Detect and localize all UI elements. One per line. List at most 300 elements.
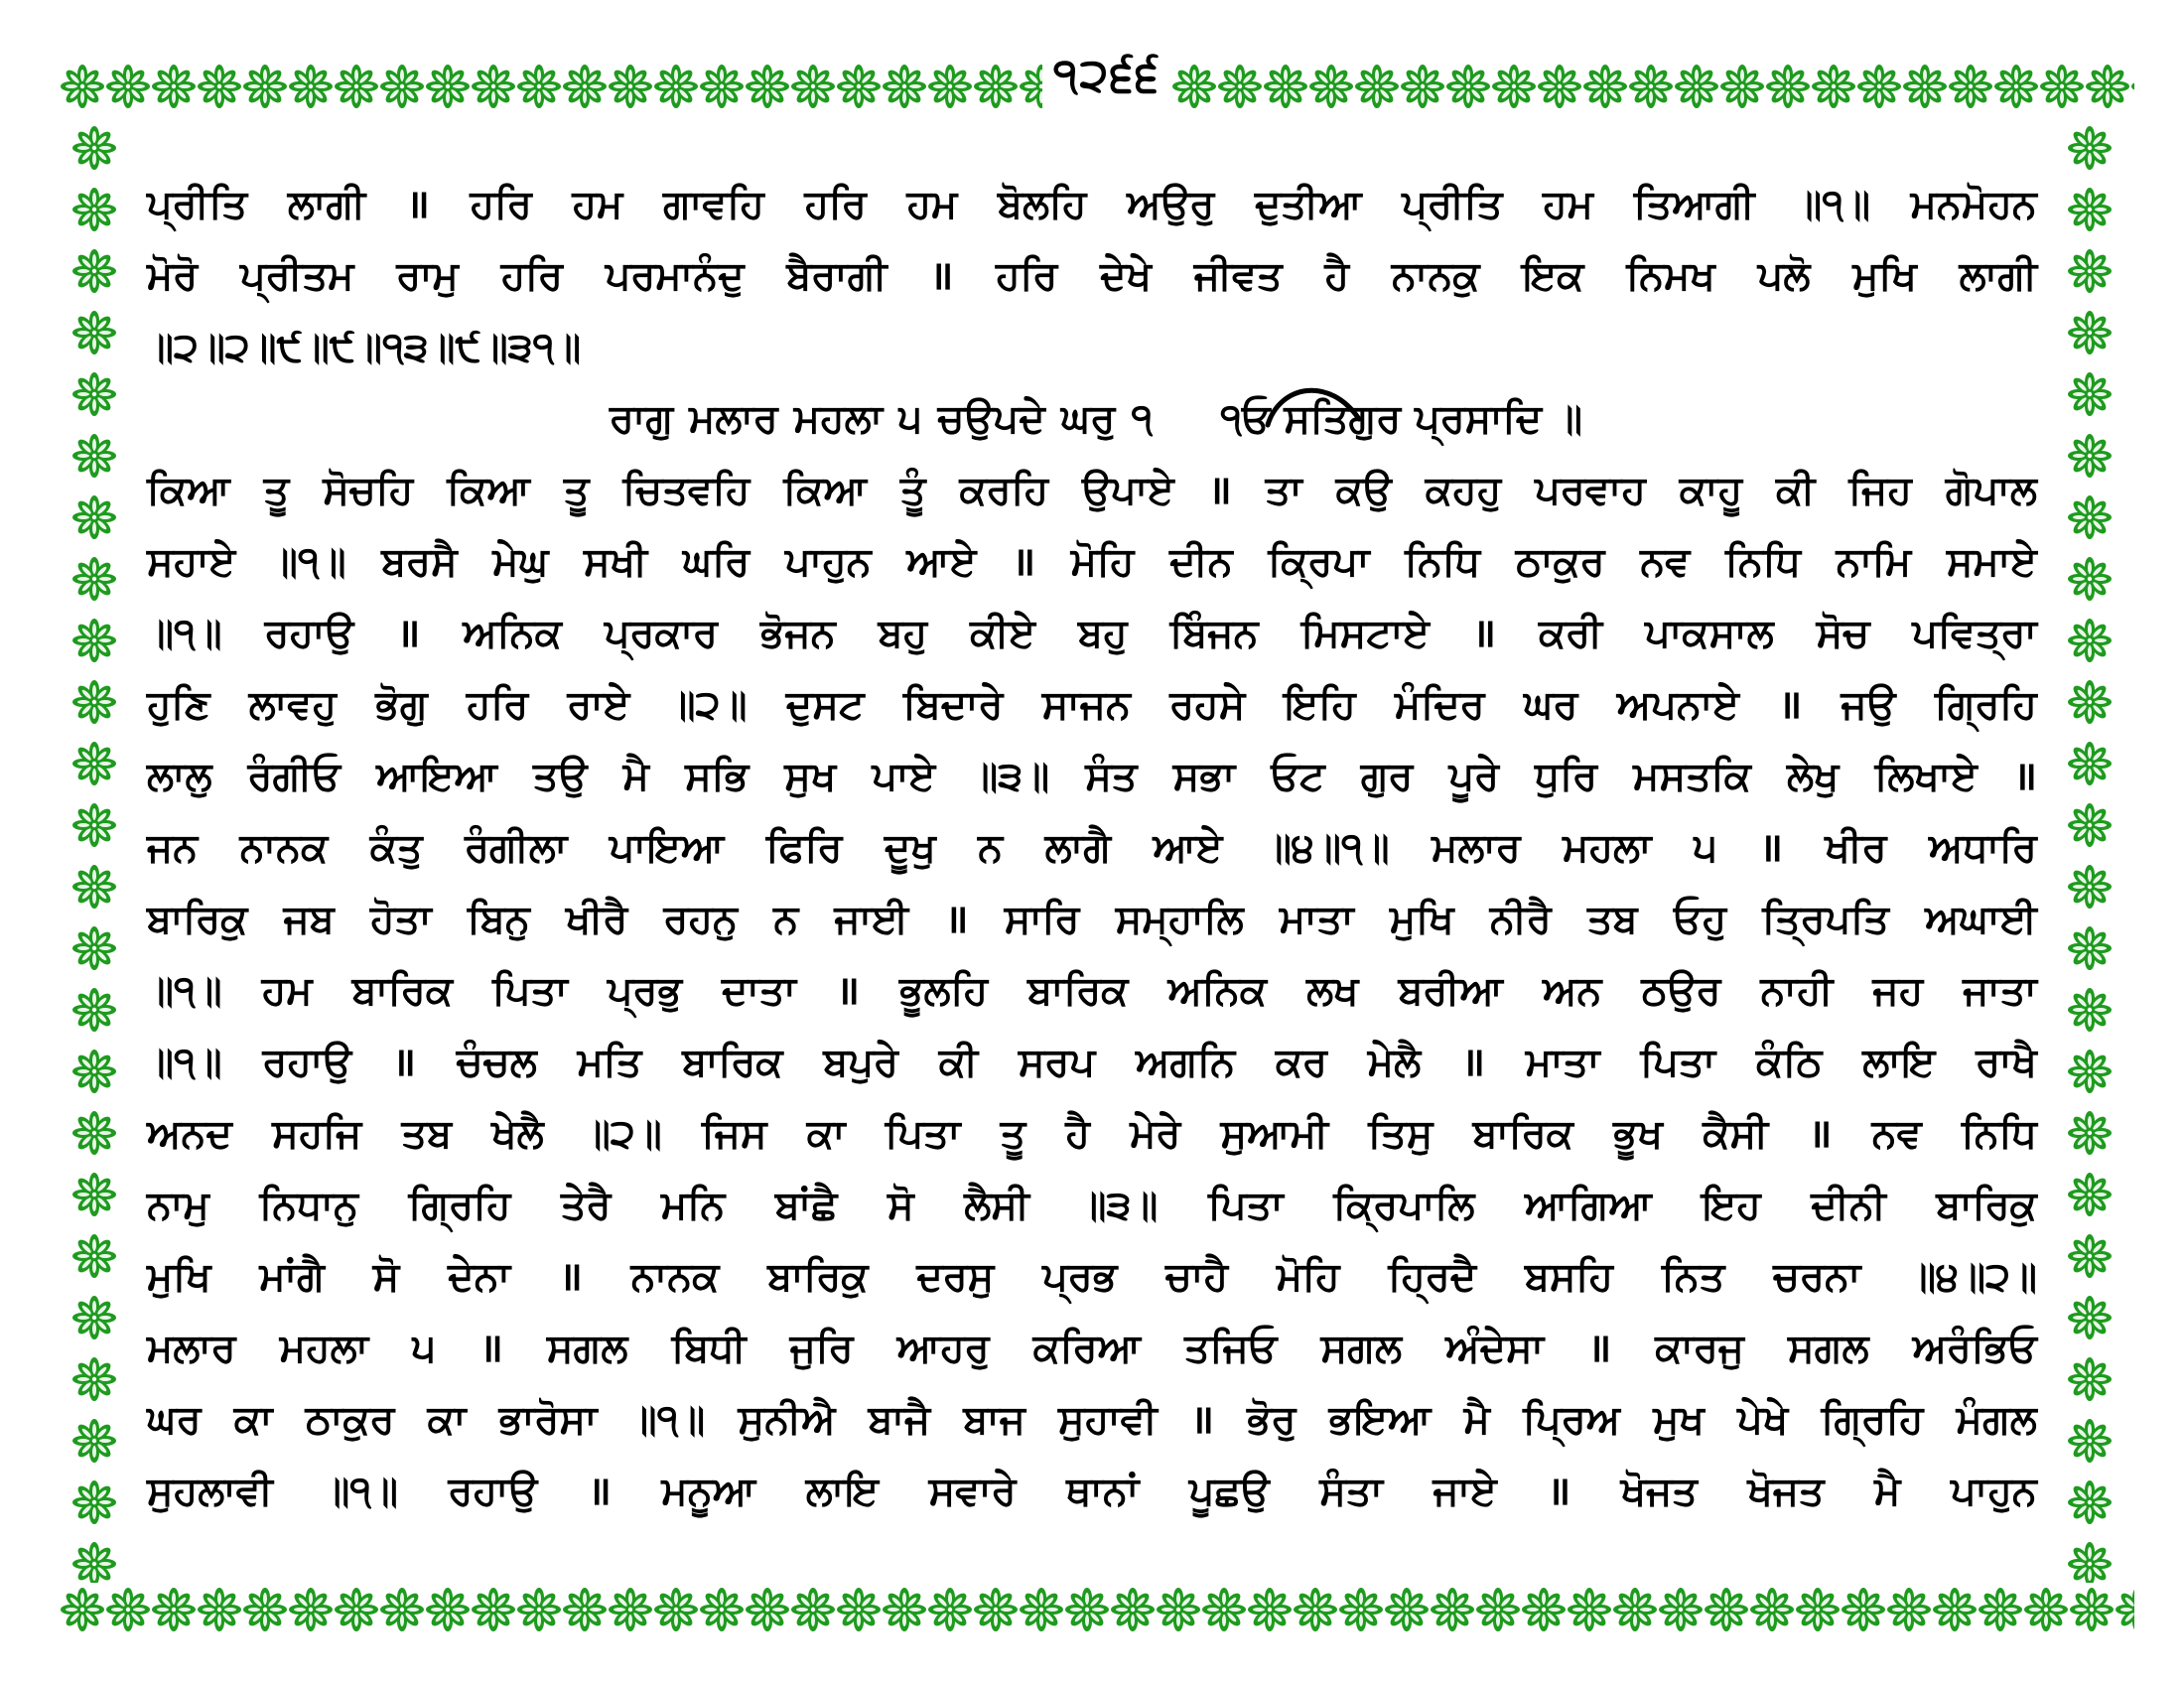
lotus-flower-icon	[1659, 1588, 1703, 1631]
lotus-flower-icon	[72, 926, 116, 970]
text-word: ਤਬ	[401, 1111, 453, 1157]
lotus-flower-icon	[1264, 65, 1307, 108]
text-word: ੧	[1131, 396, 1154, 442]
text-word: ਘਰ	[1523, 682, 1578, 728]
text-word: ਦੀਨੀ	[1811, 1183, 1886, 1228]
text-word: ਅਘਾਈ	[1925, 897, 2037, 942]
text-word: ਬਿਨੁ	[467, 897, 530, 942]
lotus-flower-icon	[72, 1357, 116, 1401]
text-word: ਦੂਖੁ	[884, 825, 936, 871]
text-word: ਜੀਵਤ	[1193, 253, 1283, 299]
text-word: ਸਗਲ	[1788, 1326, 1869, 1371]
lotus-flower-icon	[198, 1588, 241, 1631]
lotus-flower-icon	[1613, 1588, 1657, 1631]
text-word: ਅਨਿਕ	[463, 611, 562, 656]
text-word: ਖੇਲੈ	[491, 1111, 544, 1157]
lotus-flower-icon	[883, 1588, 926, 1631]
lotus-flower-icon	[1446, 65, 1490, 108]
lotus-flower-icon	[974, 65, 1018, 108]
text-word: ਨਾਨਕ	[239, 825, 329, 871]
text-word: ਪੂਰੇ	[1448, 754, 1500, 799]
text-word: ਲਾਇ	[1862, 1040, 1936, 1085]
lotus-flower-icon	[2068, 495, 2112, 539]
border-top-left	[60, 64, 1042, 109]
lotus-flower-icon	[1568, 1588, 1611, 1631]
text-word: ਬਹੁ	[1078, 611, 1128, 656]
lotus-flower-icon	[791, 1588, 835, 1631]
text-word: ਹਮ	[1543, 182, 1593, 227]
text-word: ਨੀਰੈ	[1489, 897, 1552, 942]
border-right	[2067, 117, 2113, 1583]
text-word: ਭੋਗੁ	[375, 682, 428, 728]
text-word: ਤੂੰ	[899, 468, 926, 513]
text-word: ਮੇਰੇ	[1130, 1111, 1181, 1157]
text-line	[147, 884, 2037, 955]
lotus-flower-icon	[335, 65, 378, 108]
text-word: ਬਾਰਿਕ	[1472, 1111, 1573, 1157]
text-word: ਅਨਦ	[147, 1111, 232, 1157]
text-word: ਅਨ	[1542, 968, 1602, 1014]
lotus-flower-icon	[72, 495, 116, 539]
text-word: ਓਹੁ	[1673, 897, 1727, 942]
text-word: ਅੰਦੇਸਾ	[1445, 1326, 1545, 1371]
text-word: ॥੧॥	[147, 1040, 222, 1085]
text-word: ਕਾ	[806, 1111, 846, 1157]
text-word: ਅਰੰਭਿਓ	[1912, 1326, 2037, 1371]
text-word: ਸੁਹਾਵੀ	[1058, 1397, 1158, 1443]
text-line	[147, 526, 2037, 598]
text-word: ਹਰਿ	[500, 253, 563, 299]
text-word: ਮਨਮੋਹਨ	[1910, 182, 2037, 227]
text-word: ॥੨॥	[668, 682, 748, 728]
text-word: ਸਹਾਏ	[147, 539, 236, 585]
lotus-flower-icon	[243, 65, 287, 108]
text-word: ਬਿਦਾਰੇ	[902, 682, 1004, 728]
text-word: ॥	[1460, 1040, 1485, 1085]
text-word: ॥	[1012, 539, 1036, 585]
text-word: ਸੰਤ	[1085, 754, 1138, 799]
text-word: ॥	[396, 611, 421, 656]
lotus-flower-icon	[837, 65, 881, 108]
text-word: ਕੀਏ	[970, 611, 1036, 656]
text-word: ਮਹਲਾ	[793, 396, 884, 442]
text-word: ਕੀ	[938, 1040, 979, 1085]
text-word: ਨਿਧਿ	[1405, 539, 1481, 585]
text-line	[147, 1241, 2037, 1313]
text-word: ਤਜਿਓ	[1184, 1326, 1278, 1371]
text-word: ਖੀਰੈ	[566, 897, 628, 942]
text-word: ਗੋਪਾਲ	[1945, 468, 2037, 513]
text-word: ਮੋਹਿ	[1070, 539, 1135, 585]
lotus-flower-icon	[928, 65, 972, 108]
text-word: ਬਾਜ	[963, 1397, 1025, 1443]
text-word: ॥੧॥	[1795, 182, 1870, 227]
lotus-flower-icon	[1309, 65, 1353, 108]
text-word: ਠਉਰ	[1641, 968, 1721, 1014]
text-word: ਨਿਮਖ	[1626, 253, 1715, 299]
lotus-flower-icon	[426, 1588, 470, 1631]
text-word: ਆਇਆ	[376, 754, 497, 799]
text-word: ਤੂ	[563, 468, 590, 513]
text-line	[147, 1027, 2037, 1098]
text-word: ਭਇਆ	[1328, 1397, 1432, 1443]
text-word: ਦਰਸੁ	[916, 1254, 995, 1300]
text-word: ਖੋਜਤ	[1747, 1469, 1825, 1514]
text-word: ਅਨਿਕ	[1167, 968, 1268, 1014]
lotus-flower-icon	[517, 65, 561, 108]
text-word: ॥੨॥੨॥੯॥੯॥੧੩॥੯॥੩੧॥	[147, 325, 582, 370]
text-word: ਸੋ	[372, 1254, 400, 1300]
lotus-flower-icon	[700, 1588, 744, 1631]
text-word: ਸੋ	[887, 1183, 914, 1228]
lotus-flower-icon	[1476, 1588, 1520, 1631]
lotus-flower-icon	[1675, 65, 1718, 108]
text-word: ਮਹਲਾ	[279, 1326, 369, 1371]
text-word: ਚਾਹੈ	[1165, 1254, 1229, 1300]
text-word: ਬਾਰਿਕੁ	[767, 1254, 869, 1300]
text-line	[147, 169, 2037, 240]
text-word: ਹੈ	[1065, 1111, 1090, 1157]
text-word: ਰਹਾਉ	[262, 1040, 352, 1085]
lotus-flower-icon	[2116, 1588, 2134, 1631]
text-word: ਚੰਚਲ	[456, 1040, 537, 1085]
text-word: ॥	[478, 1326, 503, 1371]
text-word: ਹਮ	[572, 182, 623, 227]
text-word: ਮੁਖਿ	[1390, 897, 1454, 942]
text-word: ਜਿਹ	[1848, 468, 1912, 513]
lotus-flower-icon	[1294, 1588, 1337, 1631]
text-word: ਲੇਖੁ	[1787, 754, 1840, 799]
text-word: ਜਾਤਾ	[1963, 968, 2037, 1014]
text-word: ਦੁਤੀਆ	[1254, 182, 1362, 227]
lotus-flower-icon	[152, 1588, 196, 1631]
text-word: ਨਾਮੁ	[147, 1183, 209, 1228]
lotus-flower-icon	[2040, 65, 2084, 108]
lotus-flower-icon	[72, 434, 116, 478]
text-word: ਸਗਲ	[1320, 1326, 1403, 1371]
lotus-flower-icon	[1339, 1588, 1383, 1631]
lotus-flower-icon	[380, 1588, 424, 1631]
text-word: ਬਹੁ	[878, 611, 928, 656]
text-word: ॥੧॥	[270, 539, 346, 585]
lotus-flower-icon	[1218, 65, 1262, 108]
lotus-flower-icon	[198, 65, 241, 108]
text-word: ਪਿਤਾ	[1207, 1183, 1284, 1228]
text-word: ਲਿਖਾਏ	[1874, 754, 1978, 799]
text-word: ਕਰਹਿ	[959, 468, 1049, 513]
lotus-flower-icon	[746, 1588, 789, 1631]
text-word: ਨਾਹੀ	[1760, 968, 1834, 1014]
lotus-flower-icon	[563, 1588, 607, 1631]
text-line	[147, 1170, 2037, 1241]
text-word: ॥	[1778, 682, 1803, 728]
text-word: ਲਾਗੈ	[1044, 825, 1111, 871]
lotus-flower-icon	[2068, 1173, 2112, 1216]
lotus-flower-icon	[2068, 1296, 2112, 1339]
lotus-flower-icon	[2068, 619, 2112, 662]
lotus-flower-icon	[1020, 65, 1042, 108]
text-word: ਜਾਈ	[834, 897, 909, 942]
text-word: ਨਾਨਕ	[630, 1254, 720, 1300]
lotus-flower-icon	[1979, 1588, 2022, 1631]
text-word: ਖੀਰ	[1825, 825, 1887, 871]
lotus-flower-icon	[72, 865, 116, 909]
text-word: ਹੋਤਾ	[370, 897, 432, 942]
text-word: ਦੁਸਟ	[785, 682, 865, 728]
text-word: ਤੇਰੈ	[561, 1183, 612, 1228]
text-word: ਤਉ	[533, 754, 588, 799]
text-word: ॥	[1808, 1111, 1833, 1157]
text-word: ਅਗਨਿ	[1135, 1040, 1236, 1085]
text-word: ॥	[405, 182, 430, 227]
text-word: ਹਰਿ	[466, 682, 529, 728]
text-word: ਸੰਤਾ	[1319, 1469, 1383, 1514]
section-heading	[147, 383, 2037, 455]
text-word: ਤਬ	[1586, 897, 1638, 942]
text-word: ਤਾ	[1265, 468, 1302, 513]
text-word: ਚਉਪਦੇ	[937, 396, 1045, 442]
text-word: ਹਮ	[906, 182, 958, 227]
text-word: ਕਉ	[1335, 468, 1392, 513]
text-word: ਪਾਕਸਾਲ	[1645, 611, 1774, 656]
lotus-flower-icon	[2086, 65, 2129, 108]
text-word: ॥੧॥	[147, 611, 222, 656]
lotus-flower-icon	[928, 1588, 972, 1631]
lotus-flower-icon	[1522, 1588, 1566, 1631]
lotus-flower-icon	[1812, 65, 1855, 108]
lotus-flower-icon	[517, 1588, 561, 1631]
text-word: ਕਹਹੁ	[1425, 468, 1502, 513]
text-word: ਪਰਮਾਨੰਦੁ	[605, 253, 745, 299]
text-word: ਮਹਲਾ	[1563, 825, 1652, 871]
text-word: ਸੁਹਲਾਵੀ	[147, 1469, 273, 1514]
text-word: ਮਿਸਟਾਏ	[1300, 611, 1430, 656]
text-word: ਪ੍ਰਕਾਰ	[604, 611, 718, 656]
text-word: ਬਾਰਿਕੁ	[147, 897, 248, 942]
text-word: ਇਕ	[1522, 253, 1584, 299]
text-word: ਸਹਜਿ	[272, 1111, 362, 1157]
invocation-text: ੧ਓ ਸਤਿਗੁਰ ਪ੍ਰਸਾਦਿ ॥	[1220, 383, 1582, 455]
text-word: ਪ੍ਰੀਤਿ	[147, 182, 248, 227]
text-word: ਪਲੋ	[1757, 253, 1811, 299]
text-word: ॥	[944, 897, 969, 942]
text-word: ਤੂ	[263, 468, 290, 513]
lotus-flower-icon	[974, 1588, 1018, 1631]
text-word: ਪੇਖੇ	[1737, 1397, 1789, 1443]
lotus-flower-icon	[1538, 65, 1581, 108]
text-word: ॥	[1547, 1469, 1571, 1514]
text-word: ਤ੍ਰਿਪਤਿ	[1762, 897, 1889, 942]
lotus-flower-icon	[2068, 1111, 2112, 1155]
lotus-flower-icon	[1111, 1588, 1155, 1631]
text-word: ਭੂਖ	[1613, 1111, 1664, 1157]
text-word: ਪਿਤਾ	[885, 1111, 961, 1157]
text-word: ਰਾਏ	[567, 682, 630, 728]
text-word: ਪੂਛਉ	[1188, 1469, 1270, 1514]
text-word: ਚਿਤਵਹਿ	[622, 468, 751, 513]
text-word: ਹ੍ਰਿਦੈ	[1388, 1254, 1477, 1300]
text-word: ਨ	[773, 897, 799, 942]
text-word: ॥੧॥	[147, 968, 222, 1014]
text-word: ਮਤਿ	[577, 1040, 642, 1085]
text-word: ਕਾਹੂ	[1679, 468, 1742, 513]
text-word: ਨਿਧਿ	[1961, 1111, 2037, 1157]
text-word: ਜਿਸ	[701, 1111, 767, 1157]
lotus-flower-icon	[2068, 1480, 2112, 1524]
lotus-flower-icon	[72, 988, 116, 1032]
text-word: ਮੋਹਿ	[1276, 1254, 1340, 1300]
text-word: ਮੁਖਿ	[1852, 253, 1917, 299]
lotus-flower-icon	[1172, 65, 1216, 108]
lotus-flower-icon	[1766, 65, 1810, 108]
text-word: ਸਮਾਏ	[1946, 539, 2037, 585]
border-bottom	[60, 1587, 2134, 1632]
text-word: ਆਏ	[1153, 825, 1223, 871]
text-word: ਹਰਿ	[470, 182, 532, 227]
text-word: ॥	[929, 253, 954, 299]
text-word: ਫਿਰਿ	[765, 825, 843, 871]
text-word: ਉਪਾਏ	[1081, 468, 1174, 513]
lotus-flower-icon	[72, 1111, 116, 1155]
text-word: ॥੧॥	[323, 1469, 398, 1514]
text-word: ਭਾਰੋਸਾ	[498, 1397, 598, 1443]
lotus-flower-icon	[2068, 557, 2112, 601]
lotus-flower-icon	[2068, 680, 2112, 724]
text-word: ਨਵ	[1871, 1111, 1922, 1157]
lotus-flower-icon	[1857, 65, 1901, 108]
text-word: ਮੋਰੋ	[147, 253, 199, 299]
text-word: ਪ੍ਰੀਤਮ	[239, 253, 354, 299]
text-word: ਹਰਿ	[804, 182, 867, 227]
lotus-flower-icon	[2068, 188, 2112, 231]
lotus-flower-icon	[380, 65, 424, 108]
lotus-flower-icon	[2068, 126, 2112, 170]
text-word: ਨਾਨਕੁ	[1391, 253, 1480, 299]
text-word: ਰਹਾਉ	[448, 1469, 538, 1514]
text-word: ਕਰ	[1275, 1040, 1327, 1085]
text-word: ਜੁਰਿ	[789, 1326, 854, 1371]
border-top-right	[1171, 64, 2134, 109]
lotus-flower-icon	[2068, 988, 2112, 1032]
text-word: ਬਾਂਛੈ	[774, 1183, 838, 1228]
lotus-flower-icon	[2068, 249, 2112, 293]
lotus-flower-icon	[1629, 65, 1673, 108]
lotus-flower-icon	[1705, 1588, 1748, 1631]
page-number: ੧੨੬੬	[1052, 48, 1161, 101]
lotus-flower-icon	[1842, 1588, 1885, 1631]
lotus-flower-icon	[72, 249, 116, 293]
text-word: ਪ੍ਰੀਤਿ	[1402, 182, 1503, 227]
lotus-flower-icon	[2068, 1419, 2112, 1463]
lotus-flower-icon	[72, 803, 116, 847]
text-line	[147, 240, 2037, 312]
text-word: ਸੁਖ	[784, 754, 837, 799]
text-word: ਸੋਚ	[1816, 611, 1870, 656]
lotus-flower-icon	[106, 1588, 150, 1631]
text-word: ਹਰਿ	[996, 253, 1058, 299]
lotus-flower-icon	[472, 1588, 515, 1631]
text-word: ਗਾਵਹਿ	[663, 182, 764, 227]
text-word: ਚਰਨਾ	[1773, 1254, 1861, 1300]
text-word: ਭੂਲਹਿ	[899, 968, 989, 1014]
lotus-flower-icon	[1492, 65, 1536, 108]
text-word: ॥	[1587, 1326, 1612, 1371]
text-word: ਮੈ	[1463, 1397, 1490, 1443]
text-word: ਨਿਤ	[1661, 1254, 1725, 1300]
text-line	[147, 812, 2037, 884]
text-word: ਬਰਸੈ	[381, 539, 458, 585]
text-word: ॥	[836, 968, 860, 1014]
lotus-flower-icon	[72, 1419, 116, 1463]
text-word: ॥	[1758, 825, 1783, 871]
text-word: ਕਾਰਜੁ	[1655, 1326, 1744, 1371]
text-word: ਬੋਲਹਿ	[998, 182, 1087, 227]
text-word: ਕਾ	[427, 1397, 467, 1443]
lotus-flower-icon	[2068, 1234, 2112, 1278]
text-word: ਪਾਏ	[872, 754, 936, 799]
lotus-flower-icon	[1248, 1588, 1292, 1631]
text-word: ਰੰਗੀਲਾ	[465, 825, 568, 871]
border-left	[71, 117, 117, 1583]
text-word: ਜਉ	[1841, 682, 1896, 728]
lotus-flower-icon	[72, 619, 116, 662]
lotus-flower-icon	[106, 65, 150, 108]
text-word: ਸਖੀ	[584, 539, 648, 585]
text-word: ਇਹ	[1702, 1183, 1761, 1228]
text-word: ੫	[412, 1326, 436, 1371]
lotus-flower-icon	[2068, 1542, 2112, 1583]
lotus-flower-icon	[791, 65, 835, 108]
text-word: ॥	[558, 1254, 583, 1300]
text-word: ੫	[1693, 825, 1717, 871]
text-word: ਥਾਨਾਂ	[1066, 1469, 1140, 1514]
text-word: ਤਿਸੁ	[1368, 1111, 1433, 1157]
text-word: ਪਰਵਾਹ	[1535, 468, 1646, 513]
lotus-flower-icon	[1583, 65, 1627, 108]
lotus-flower-icon	[472, 65, 515, 108]
lotus-flower-icon	[289, 65, 333, 108]
lotus-flower-icon	[2024, 1588, 2068, 1631]
text-line	[147, 312, 2037, 383]
text-word: ਠਾਕੁਰ	[305, 1397, 395, 1443]
lotus-flower-icon	[72, 1050, 116, 1093]
text-word: ਸਾਜਨ	[1041, 682, 1131, 728]
lotus-flower-icon	[837, 1588, 881, 1631]
text-word: ਰਹਨੁ	[663, 897, 738, 942]
text-word: ਪ੍ਰਭੁ	[607, 968, 682, 1014]
text-word: ਮੇਲੈ	[1367, 1040, 1422, 1085]
text-word: ਰਾਖੈ	[1976, 1040, 2037, 1085]
text-word: ਬਾਰਿਕੁ	[1936, 1183, 2037, 1228]
scripture-text	[147, 169, 2037, 1527]
text-word: ਮੇਘੁ	[492, 539, 549, 585]
text-line	[147, 741, 2037, 812]
text-word: ਨਵ	[1640, 539, 1691, 585]
text-line	[147, 955, 2037, 1027]
text-word: ਨਾਮਿ	[1836, 539, 1912, 585]
lotus-flower-icon	[1903, 65, 1947, 108]
lotus-flower-icon	[2068, 434, 2112, 478]
text-word: ਬਾਰਿਕ	[682, 1040, 783, 1085]
lotus-flower-icon	[2068, 926, 2112, 970]
text-word: ਹੈ	[1324, 253, 1349, 299]
lotus-flower-icon	[563, 65, 607, 108]
text-word: ਜਹ	[1872, 968, 1924, 1014]
text-word: ਠਾਕੁਰ	[1515, 539, 1605, 585]
text-word: ਬਪੁਰੇ	[823, 1040, 898, 1085]
text-word: ॥	[1189, 1397, 1214, 1443]
lotus-flower-icon	[654, 65, 698, 108]
